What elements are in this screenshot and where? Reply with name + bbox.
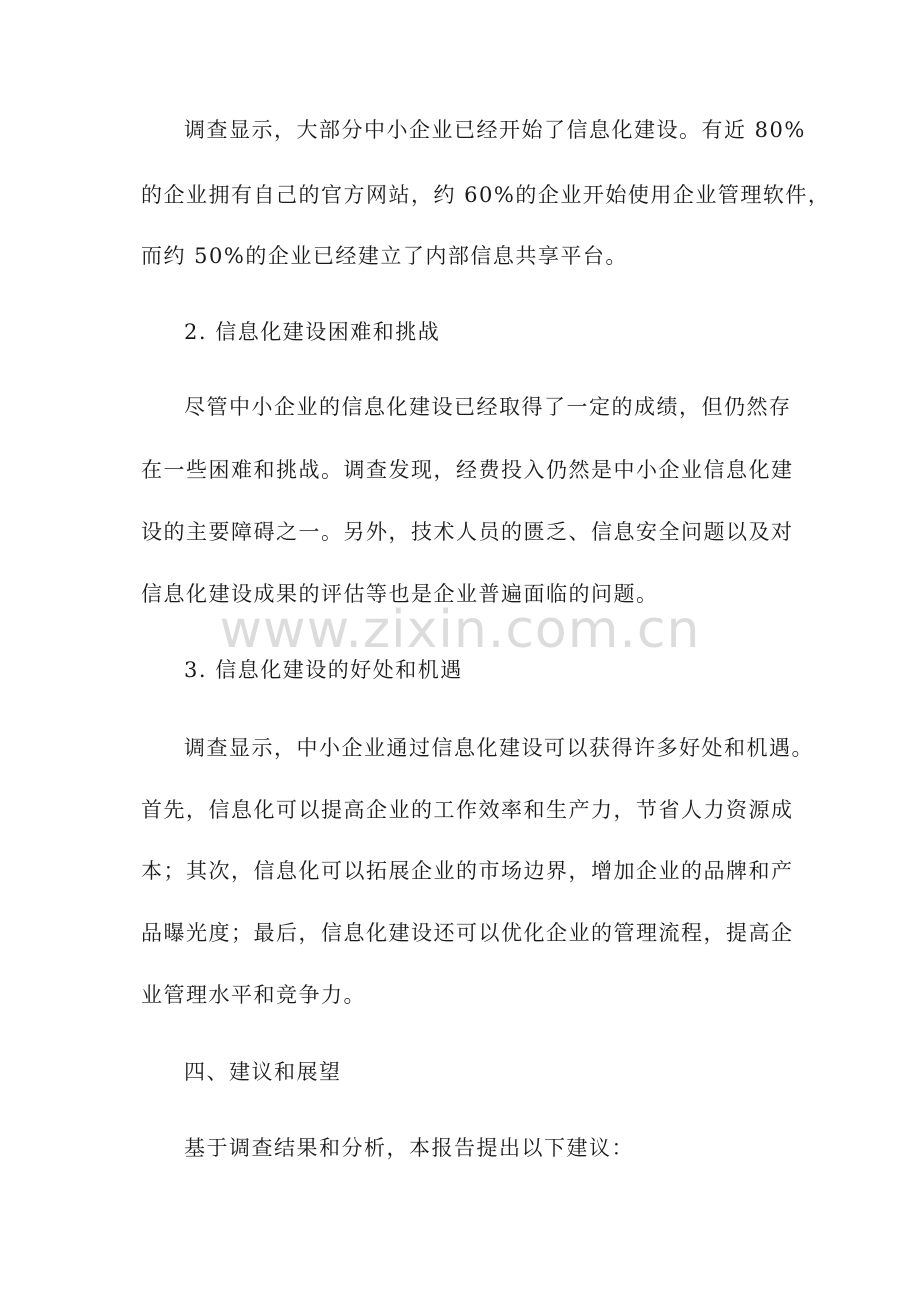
paragraph-2-line-1: 尽管中小企业的信息化建设已经取得了一定的成绩，但仍然存 [184, 395, 792, 419]
section-heading-2: 2. 信息化建设困难和挑战 [184, 320, 441, 344]
paragraph-3-line-4: 品曝光度；最后，信息化建设还可以优化企业的管理流程，提高企 [141, 921, 794, 945]
paragraph-3-line-1: 调查显示，中小企业通过信息化建设可以获得许多好处和机遇。 [184, 736, 814, 760]
paragraph-2-line-4: 信息化建设成果的评估等也是企业普遍面临的问题。 [141, 582, 659, 606]
paragraph-2-line-3: 设的主要障碍之一。另外，技术人员的匮乏、信息安全问题以及对 [141, 520, 794, 544]
paragraph-1-line-3: 而约 50%的企业已经建立了内部信息共享平台。 [141, 244, 628, 268]
section-heading-3: 3. 信息化建设的好处和机遇 [184, 658, 463, 682]
section-heading-4: 四、建议和展望 [184, 1060, 342, 1084]
paragraph-3-line-5: 业管理水平和竞争力。 [141, 983, 366, 1007]
paragraph-3-line-2: 首先，信息化可以提高企业的工作效率和生产力，节省人力资源成 [141, 798, 794, 822]
paragraph-4-line-1: 基于调查结果和分析，本报告提出以下建议： [184, 1136, 634, 1160]
paragraph-1-line-1: 调查显示，大部分中小企业已经开始了信息化建设。有近 80% [184, 118, 806, 142]
paragraph-1-line-2: 的企业拥有自己的官方网站，约 60%的企业开始使用企业管理软件， [141, 183, 831, 207]
paragraph-2-line-2: 在一些困难和挑战。调查发现，经费投入仍然是中小企业信息化建 [141, 458, 794, 482]
paragraph-3-line-3: 本；其次，信息化可以拓展企业的市场边界，增加企业的品牌和产 [141, 859, 794, 883]
watermark: www.zixin.com.cn [219, 600, 701, 660]
